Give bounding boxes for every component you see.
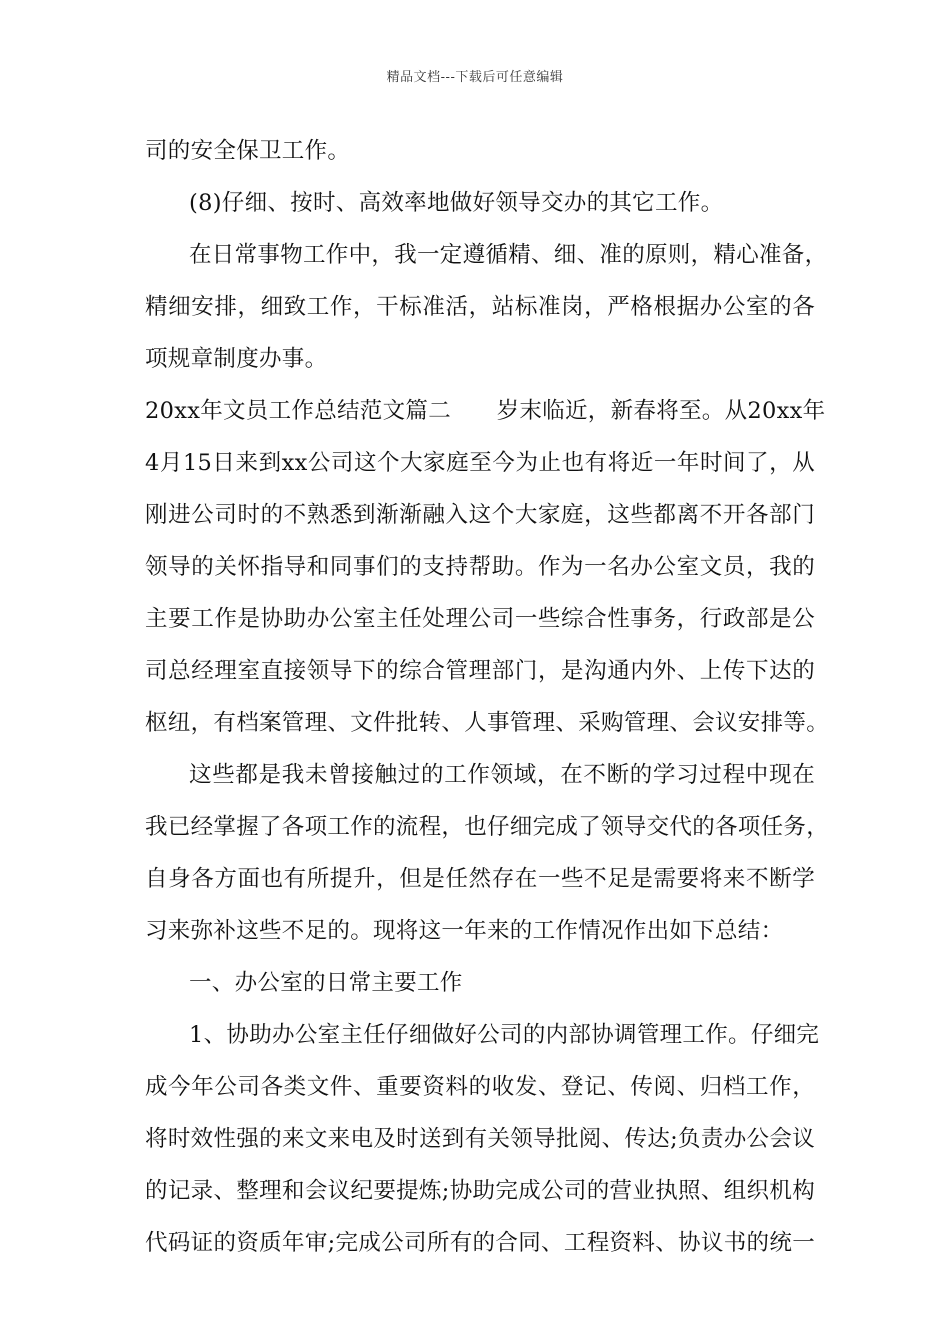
- body-line: 成今年公司各类文件、重要资料的收发、登记、传阅、归档工作，: [145, 1074, 815, 1100]
- body-line: 4月15日来到xx公司这个大家庭至今为止也有将近一年时间了，从: [145, 450, 815, 476]
- body-line: 在日常事物工作中，我一定遵循精、细、准的原则，精心准备，: [189, 242, 828, 268]
- body-line: 司总经理室直接领导下的综合管理部门，是沟通内外、上传下达的: [145, 658, 815, 684]
- body-line: 自身各方面也有所提升，但是任然存在一些不足是需要将来不断学: [145, 866, 815, 892]
- body-line: 将时效性强的来文来电及时送到有关领导批阅、传达;负责办公会议: [145, 1126, 815, 1152]
- body-line: 代码证的资质年审;完成公司所有的合同、工程资料、协议书的统一: [145, 1230, 815, 1256]
- body-line: 领导的关怀指导和同事们的支持帮助。作为一名办公室文员，我的: [145, 554, 815, 580]
- body-line: 的记录、整理和会议纪要提炼;协助完成公司的营业执照、组织机构: [145, 1178, 815, 1204]
- body-line: 主要工作是协助办公室主任处理公司一些综合性事务，行政部是公: [145, 606, 815, 632]
- body-line: 精细安排，细致工作，干标准活，站标准岗，严格根据办公室的各: [145, 294, 815, 320]
- body-line: 司的安全保卫工作。: [145, 138, 351, 164]
- body-line: 1、协助办公室主任仔细做好公司的内部协调管理工作。仔细完: [189, 1022, 820, 1048]
- document-body: [145, 128, 830, 1272]
- body-line: (8)仔细、按时、高效率地做好领导交办的其它工作。: [189, 190, 724, 216]
- body-line: 20xx年文员工作总结范文篇二 岁末临近，新春将至。从20xx年: [145, 398, 826, 424]
- body-line: 习来弥补这些不足的。现将这一年来的工作情况作出如下总结：: [145, 918, 784, 944]
- section-heading: 一、办公室的日常主要工作: [189, 970, 463, 996]
- body-line: 我已经掌握了各项工作的流程，也仔细完成了领导交代的各项任务，: [145, 814, 830, 840]
- body-line: 这些都是我未曾接触过的工作领域，在不断的学习过程中现在: [189, 762, 815, 788]
- body-line: 项规章制度办事。: [145, 346, 328, 372]
- body-line: 枢纽，有档案管理、文件批转、人事管理、采购管理、会议安排等。: [145, 710, 830, 736]
- body-line: 刚进公司时的不熟悉到渐渐融入这个大家庭，这些都离不开各部门: [145, 502, 815, 528]
- page-header: 精品文档---下载后可任意编辑: [386, 70, 564, 85]
